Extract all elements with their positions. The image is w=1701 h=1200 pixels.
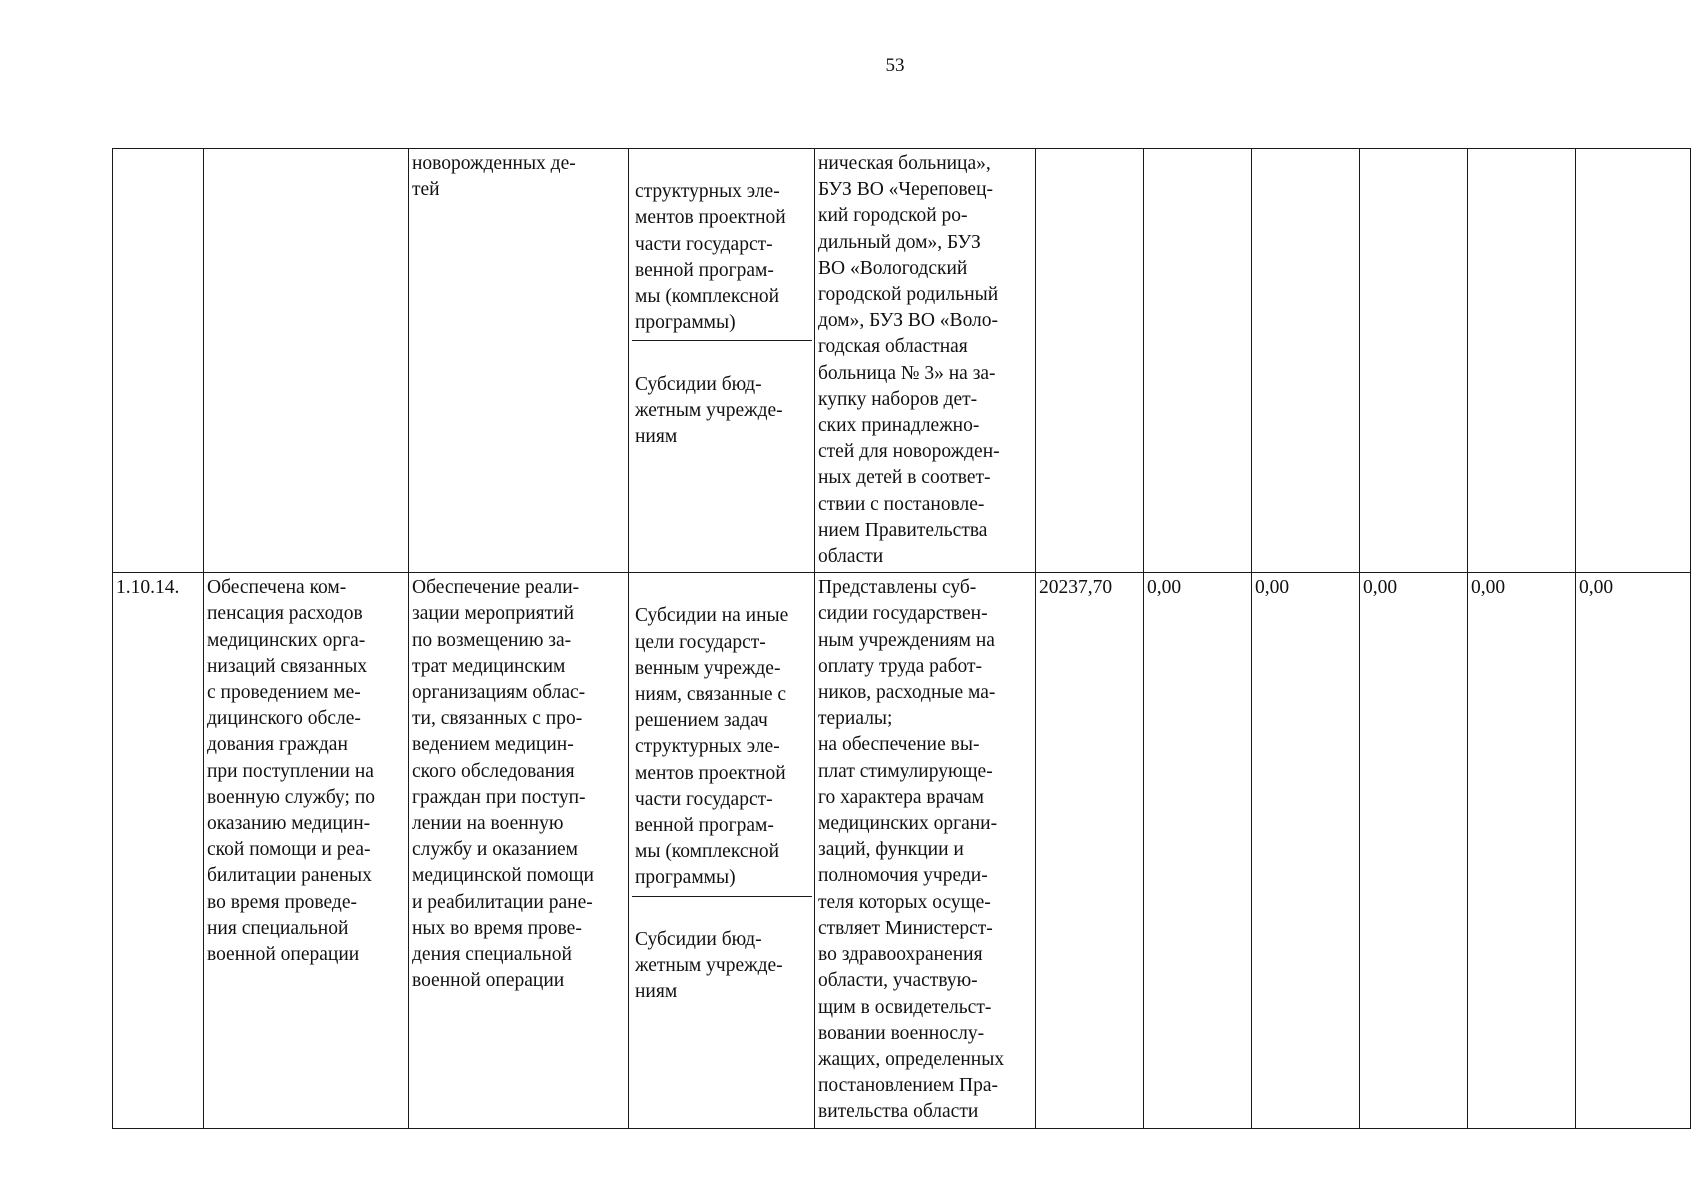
- funding-source-cell: [629, 149, 815, 573]
- activity-cell: Обеспечение реали- зации мероприятий по возмещению за- трат медицинским организациям облас- ти, связанных с про- ведением медицин- ского обследования граждан при поступ- лении на военную службу и оказанием медицинской помощи и реабилитации ране- ных во время прове- дения специальной военной операции: [409, 573, 629, 1128]
- table-row: [113, 573, 1691, 1128]
- value-cell: 0,00: [1360, 573, 1468, 1128]
- value-cell: [1144, 149, 1252, 573]
- funding-source-a: Субсидии на иные цели государст- венным учрежде- ниям, связанные с решением задач структурных эле- ментов проектной части государст- венной програм- мы (комплексной программы): [632, 601, 812, 896]
- result-cell: [204, 149, 409, 573]
- funding-source-cell: [629, 573, 815, 1128]
- result-cell: Обеспечена ком- пенсация расходов медицинских орга- низаций связанных с проведением ме- дицинского обсле- дования граждан при поступлении на военную службу; по оказанию медицин- ской помощи и реа- билитации раненых во время проведе- ния специальной военной операции: [204, 573, 409, 1128]
- table-row: [113, 149, 1691, 573]
- row-number-cell: [113, 149, 204, 573]
- value-cell: [1576, 149, 1691, 573]
- funding-source-a: структурных эле- ментов проектной части государст- венной програм- мы (комплексной программы): [632, 177, 812, 341]
- description-cell: ническая больница», БУЗ ВО «Череповец- кий городской ро- дильный дом», БУЗ ВО «Вологодский городской родильный дом», БУЗ ВО «Воло- годская областная больница № 3» на за- купку наборов дет- ских принадлежно- стей для новорожден- ных детей в соответ- ствии с постановле- нием Правительства области: [815, 149, 1036, 573]
- value-cell: 0,00: [1252, 573, 1360, 1128]
- value-cell: [1468, 149, 1576, 573]
- value-cell: 0,00: [1144, 573, 1252, 1128]
- row-number-cell: 1.10.14.: [113, 573, 204, 1128]
- value-cell: [1360, 149, 1468, 573]
- value-cell: 20237,70: [1036, 573, 1144, 1128]
- value-cell: 0,00: [1468, 573, 1576, 1128]
- description-cell: Представлены суб- сидии государствен- ным учреждениям на оплату труда работ- ников, расходные ма- териалы; на обеспечение вы- плат стимулирующе- го характера врачам медицинских органи- заций, функции и полномочия учреди- теля которых осуще- ствляет Министерст- во здравоохранения области, участвую- щим в освидетельст- вовании военнослу- жащих, определенных постановлением Пра- вительства области: [815, 573, 1036, 1128]
- value-cell: 0,00: [1576, 573, 1691, 1128]
- value-cell: [1036, 149, 1144, 573]
- value-cell: [1252, 149, 1360, 573]
- activity-cell: новорожденных де- тей: [409, 149, 629, 573]
- page-number: 53: [885, 55, 905, 76]
- funding-source-b: Субсидии бюд- жетным учрежде- ниям: [635, 928, 783, 1003]
- program-activities-table: [112, 148, 1691, 1129]
- funding-source-b: Субсидии бюд- жетным учрежде- ниям: [635, 373, 783, 448]
